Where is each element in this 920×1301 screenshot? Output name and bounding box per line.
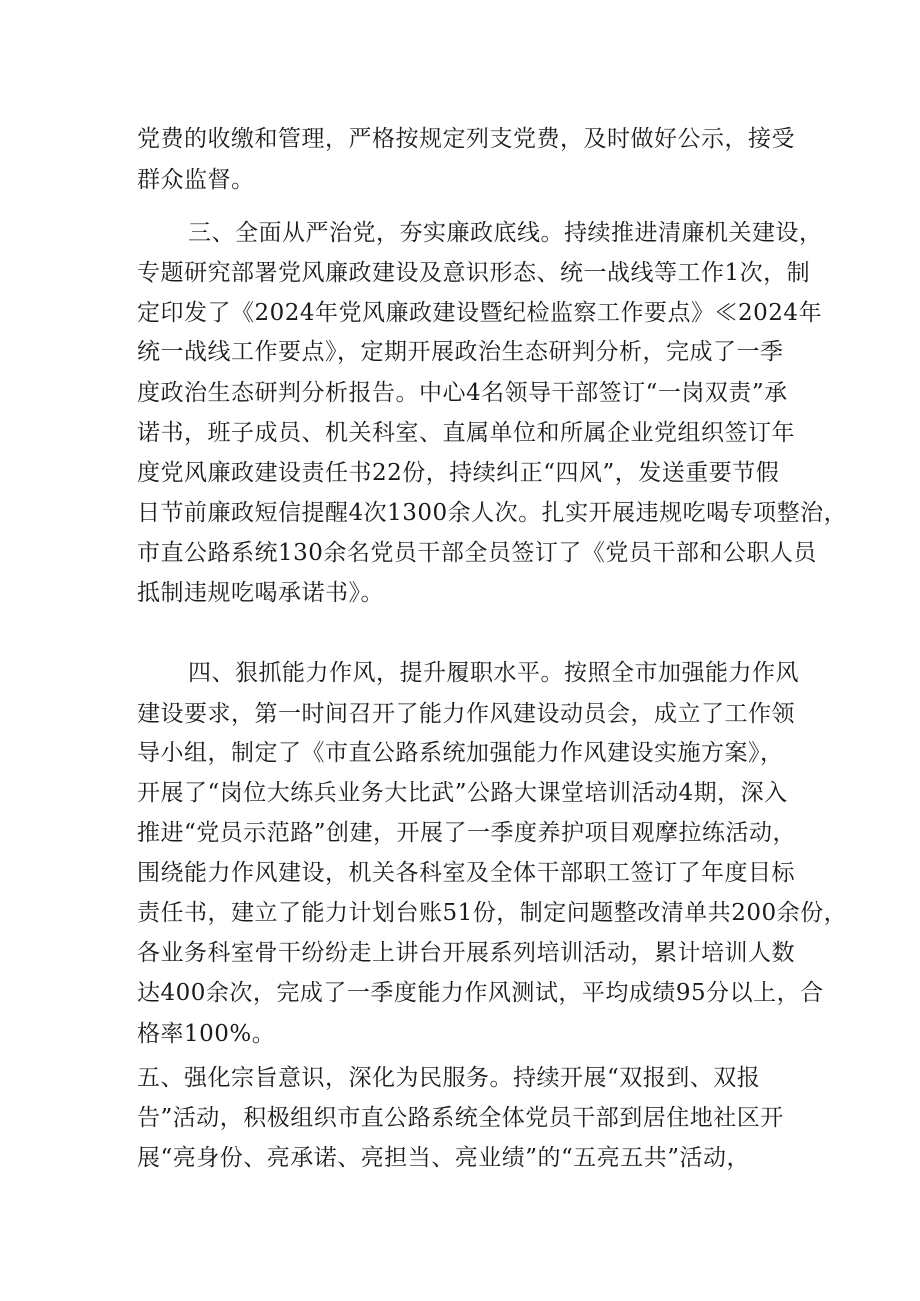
text-line: 市直公路系统130余名党员干部全员签订了《党员干部和公职人员 (137, 540, 817, 566)
text-line: 责任书，建立了能力计划台账51份，制定问题整改清单共200余份， (137, 900, 848, 926)
paragraph-3-heading-line: 三、全面从严治党，夯实廉政底线。持续推进清廉机关建设， (188, 220, 823, 246)
text-line: 建设要求，第一时间召开了能力作风建设动员会，成立了工作领 (137, 701, 795, 727)
text-line: 各业务科室骨干纷纷走上讲台开展系列培训活动，累计培训人数 (137, 940, 795, 966)
text-line: 群众监督。 (137, 167, 255, 193)
paragraph-5-heading-line: 五、强化宗旨意识，深化为民服务。持续开展“双报到、双报 (137, 1065, 761, 1091)
text-line: 导小组，制定了《市直公路系统加强能力作风建设实施方案》， (137, 740, 784, 766)
text-line: 专题研究部署党风廉政建设及意识形态、统一战线等工作1次，制 (137, 260, 811, 286)
text-line: 告”活动，积极组织市直公路系统全体党员干部到居住地社区开 (137, 1105, 784, 1131)
text-line: 展“亮身份、亮承诺、亮担当、亮业绩”的“五亮五共”活动， (137, 1145, 751, 1171)
text-line: 度党风廉政建设责任书22份，持续纠正“四风”，发送重要节假 (137, 460, 780, 486)
text-line: 度政治生态研判分析报告。中心4名领导干部签订“一岗双责”承 (137, 380, 788, 406)
text-line: 格率100%。 (137, 1021, 276, 1047)
text-line: 达400余次，完成了一季度能力作风测试，平均成绩95分以上，合 (137, 980, 824, 1006)
text-line: 开展了“岗位大练兵业务大比武”公路大课堂培训活动4期，深入 (137, 780, 788, 806)
text-line: 围绕能力作风建设，机关各科室及全体干部职工签订了年度目标 (137, 860, 795, 886)
text-line: 定印发了《2024年党风廉政建设暨纪检监察工作要点》≪2024年 (137, 300, 823, 326)
text-line: 党费的收缴和管理，严格按规定列支党费，及时做好公示，接受 (137, 126, 795, 152)
text-line: 日节前廉政短信提醒4次1300余人次。扎实开展违规吃喝专项整治， (137, 500, 848, 526)
text-line: 统一战线工作要点》，定期开展政治生态研判分析，完成了一季 (137, 339, 784, 365)
text-line: 诺书，班子成员、机关科室、直属单位和所属企业党组织签订年 (137, 420, 795, 446)
paragraph-4-heading-line: 四、狠抓能力作风，提升履职水平。按照全市加强能力作风 (188, 660, 799, 686)
text-line: 抵制违规吃喝承诺书》。 (137, 580, 384, 606)
text-line: 推进“党员示范路”创建，开展了一季度养护项目观摩拉练活动， (137, 820, 797, 846)
